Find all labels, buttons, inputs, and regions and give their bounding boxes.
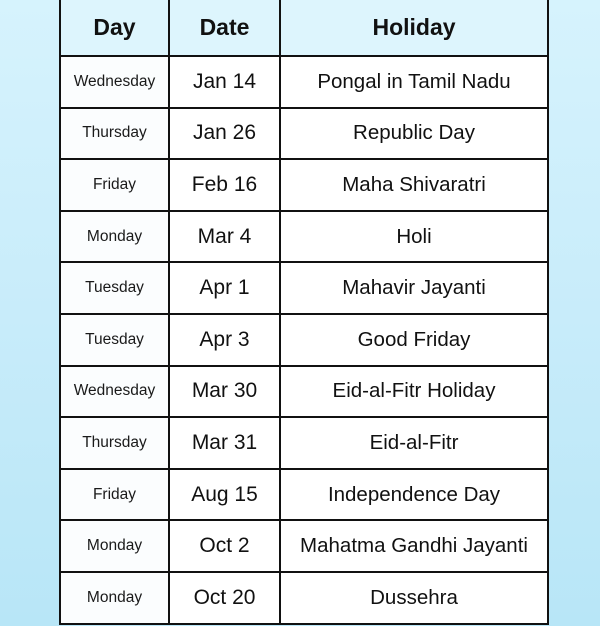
holiday-table-container <box>59 0 547 625</box>
table-row <box>60 108 548 160</box>
cell-day: Tuesday <box>60 262 169 314</box>
table-row <box>60 262 548 314</box>
cell-day: Monday <box>60 520 169 572</box>
table-row <box>60 469 548 521</box>
cell-holiday: Mahatma Gandhi Jayanti <box>280 520 548 572</box>
cell-day: Wednesday <box>60 56 169 108</box>
cell-date: Mar 4 <box>169 211 280 263</box>
cell-date: Mar 30 <box>169 366 280 418</box>
cell-day: Friday <box>60 159 169 211</box>
cell-day: Friday <box>60 469 169 521</box>
cell-day: Thursday <box>60 417 169 469</box>
column-header-holiday: Holiday <box>280 0 548 56</box>
cell-date: Jan 26 <box>169 108 280 160</box>
cell-holiday: Independence Day <box>280 469 548 521</box>
column-header-date: Date <box>169 0 280 56</box>
cell-date: Oct 2 <box>169 520 280 572</box>
column-header-day: Day <box>60 0 169 56</box>
table-row <box>60 314 548 366</box>
table-row <box>60 56 548 108</box>
cell-date: Feb 16 <box>169 159 280 211</box>
cell-holiday: Maha Shivaratri <box>280 159 548 211</box>
table-row <box>60 572 548 624</box>
cell-date: Aug 15 <box>169 469 280 521</box>
cell-day: Tuesday <box>60 314 169 366</box>
table-row <box>60 417 548 469</box>
cell-holiday: Good Friday <box>280 314 548 366</box>
cell-holiday: Dussehra <box>280 572 548 624</box>
cell-day: Thursday <box>60 108 169 160</box>
cell-date: Apr 3 <box>169 314 280 366</box>
cell-date: Apr 1 <box>169 262 280 314</box>
cell-date: Oct 20 <box>169 572 280 624</box>
cell-holiday: Pongal in Tamil Nadu <box>280 56 548 108</box>
cell-day: Wednesday <box>60 366 169 418</box>
cell-holiday: Holi <box>280 211 548 263</box>
cell-holiday: Eid-al-Fitr Holiday <box>280 366 548 418</box>
cell-holiday: Republic Day <box>280 108 548 160</box>
cell-date: Jan 14 <box>169 56 280 108</box>
cell-holiday: Mahavir Jayanti <box>280 262 548 314</box>
table-row <box>60 211 548 263</box>
cell-holiday: Eid-al-Fitr <box>280 417 548 469</box>
table-row <box>60 366 548 418</box>
cell-day: Monday <box>60 211 169 263</box>
holiday-table <box>59 0 549 625</box>
cell-day: Monday <box>60 572 169 624</box>
table-row <box>60 520 548 572</box>
table-row <box>60 159 548 211</box>
cell-date: Mar 31 <box>169 417 280 469</box>
table-header-row <box>60 0 548 56</box>
